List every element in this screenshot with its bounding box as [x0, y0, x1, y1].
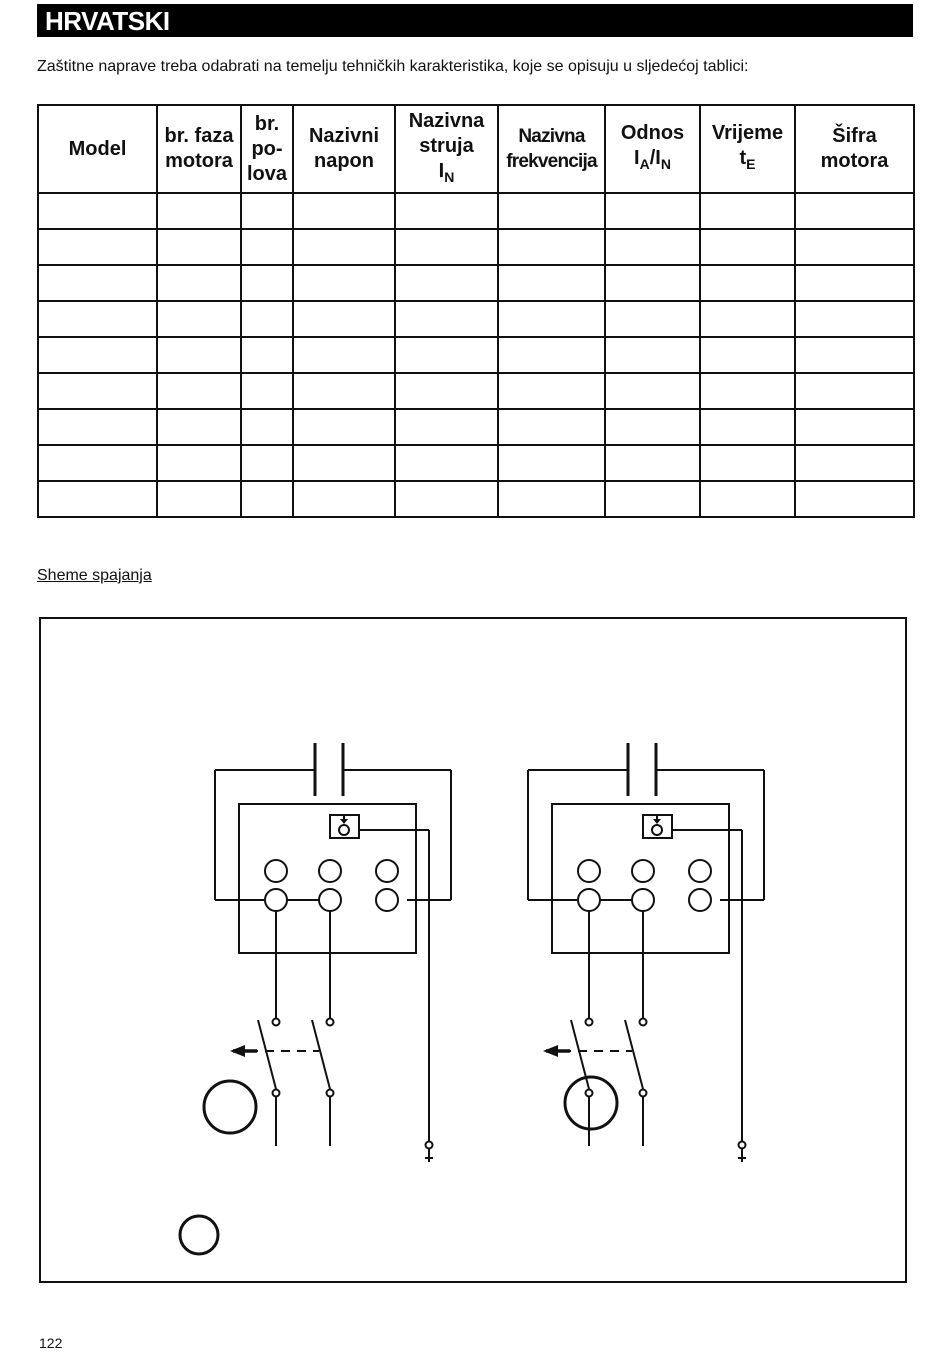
table-cell — [241, 373, 293, 409]
section-title: Sheme spajanja — [37, 567, 152, 584]
table-row — [38, 229, 914, 265]
table-cell — [395, 229, 498, 265]
table-cell — [293, 301, 395, 337]
table-cell — [293, 481, 395, 517]
table-cell — [241, 229, 293, 265]
table-cell — [605, 301, 700, 337]
table-cell — [38, 409, 157, 445]
table-cell — [395, 373, 498, 409]
table-cell — [700, 445, 795, 481]
table-cell — [38, 337, 157, 373]
wiring-diagrams — [41, 619, 909, 1285]
table-cell — [700, 265, 795, 301]
table-cell — [38, 373, 157, 409]
table-cell — [605, 229, 700, 265]
table-cell — [38, 193, 157, 229]
header-rated-current: Nazivna struja $I_N$ — [395, 105, 498, 193]
table-cell — [241, 265, 293, 301]
table-cell — [241, 481, 293, 517]
table-cell — [157, 373, 241, 409]
table-cell — [293, 337, 395, 373]
table-cell — [395, 301, 498, 337]
table-cell — [241, 409, 293, 445]
symbol-circle-left — [204, 1081, 256, 1133]
header-motor-code: Šifra motora — [795, 105, 914, 193]
wiring-scheme-left — [215, 743, 451, 1162]
table-cell — [157, 409, 241, 445]
table-cell — [605, 409, 700, 445]
table-cell — [157, 265, 241, 301]
table-cell — [605, 445, 700, 481]
table-cell — [395, 481, 498, 517]
table-cell — [157, 229, 241, 265]
table-cell — [157, 337, 241, 373]
table-row — [38, 409, 914, 445]
table-cell — [157, 193, 241, 229]
table-cell — [700, 301, 795, 337]
table-cell — [498, 373, 605, 409]
table-cell — [38, 445, 157, 481]
table-cell — [38, 301, 157, 337]
table-cell — [293, 265, 395, 301]
table-cell — [498, 445, 605, 481]
header-model: Model — [38, 105, 157, 193]
table-cell — [293, 193, 395, 229]
symbol-circle-right — [565, 1077, 617, 1129]
table-cell — [605, 193, 700, 229]
table-row — [38, 301, 914, 337]
table-cell — [795, 373, 914, 409]
table-cell — [38, 265, 157, 301]
table-cell — [395, 445, 498, 481]
language-header — [37, 4, 913, 37]
table-cell — [605, 373, 700, 409]
symbol-circle-bottom — [180, 1216, 218, 1254]
language-title: HRVATSKI — [45, 6, 170, 36]
wiring-scheme-right — [528, 743, 764, 1162]
table-row — [38, 193, 914, 229]
table-cell — [293, 229, 395, 265]
table-cell — [795, 409, 914, 445]
table-cell — [498, 409, 605, 445]
table-cell — [795, 193, 914, 229]
table-cell — [293, 409, 395, 445]
page-number: 122 — [39, 1335, 63, 1351]
table-row — [38, 445, 914, 481]
table-cell — [605, 481, 700, 517]
table-cell — [498, 265, 605, 301]
table-cell — [700, 373, 795, 409]
table-cell — [795, 265, 914, 301]
table-cell — [498, 481, 605, 517]
table-cell — [241, 301, 293, 337]
header-rated-frequency: Nazivna frekvencija — [498, 105, 605, 193]
table-cell — [498, 229, 605, 265]
table-cell — [605, 265, 700, 301]
header-time: Vrijeme $t_E$ — [700, 105, 795, 193]
table-cell — [157, 481, 241, 517]
table-cell — [700, 193, 795, 229]
table-cell — [293, 373, 395, 409]
header-phases: br. faza motora — [157, 105, 241, 193]
header-ratio: Odnos $I_A/I_N$ — [605, 105, 700, 193]
table-cell — [241, 337, 293, 373]
table-row — [38, 337, 914, 373]
table-cell — [498, 337, 605, 373]
table-cell — [241, 445, 293, 481]
table-cell — [38, 481, 157, 517]
wiring-diagram-frame — [39, 617, 907, 1283]
table-row — [38, 481, 914, 517]
table-cell — [605, 337, 700, 373]
table-row — [38, 265, 914, 301]
table-cell — [241, 193, 293, 229]
table-cell — [395, 337, 498, 373]
table-body — [38, 193, 914, 517]
table-cell — [700, 229, 795, 265]
table-cell — [700, 337, 795, 373]
header-rated-voltage: Nazivni napon — [293, 105, 395, 193]
table-row — [38, 373, 914, 409]
table-cell — [700, 481, 795, 517]
table-cell — [395, 265, 498, 301]
table-cell — [795, 337, 914, 373]
table-cell — [157, 445, 241, 481]
table-cell — [293, 445, 395, 481]
table-cell — [795, 481, 914, 517]
table-cell — [700, 409, 795, 445]
table-cell — [395, 193, 498, 229]
table-cell — [38, 229, 157, 265]
table-cell — [795, 445, 914, 481]
table-header-row — [38, 105, 914, 193]
table-cell — [795, 301, 914, 337]
intro-text: Zaštitne naprave treba odabrati na temelju tehničkih karakteristika, koje se opisuju u sljedećoj tablici: — [37, 58, 749, 75]
table-cell — [157, 301, 241, 337]
specification-table — [37, 104, 915, 518]
table-cell — [498, 301, 605, 337]
header-poles: br. po- lova — [241, 105, 293, 193]
table-cell — [395, 409, 498, 445]
table-cell — [795, 229, 914, 265]
table-cell — [498, 193, 605, 229]
